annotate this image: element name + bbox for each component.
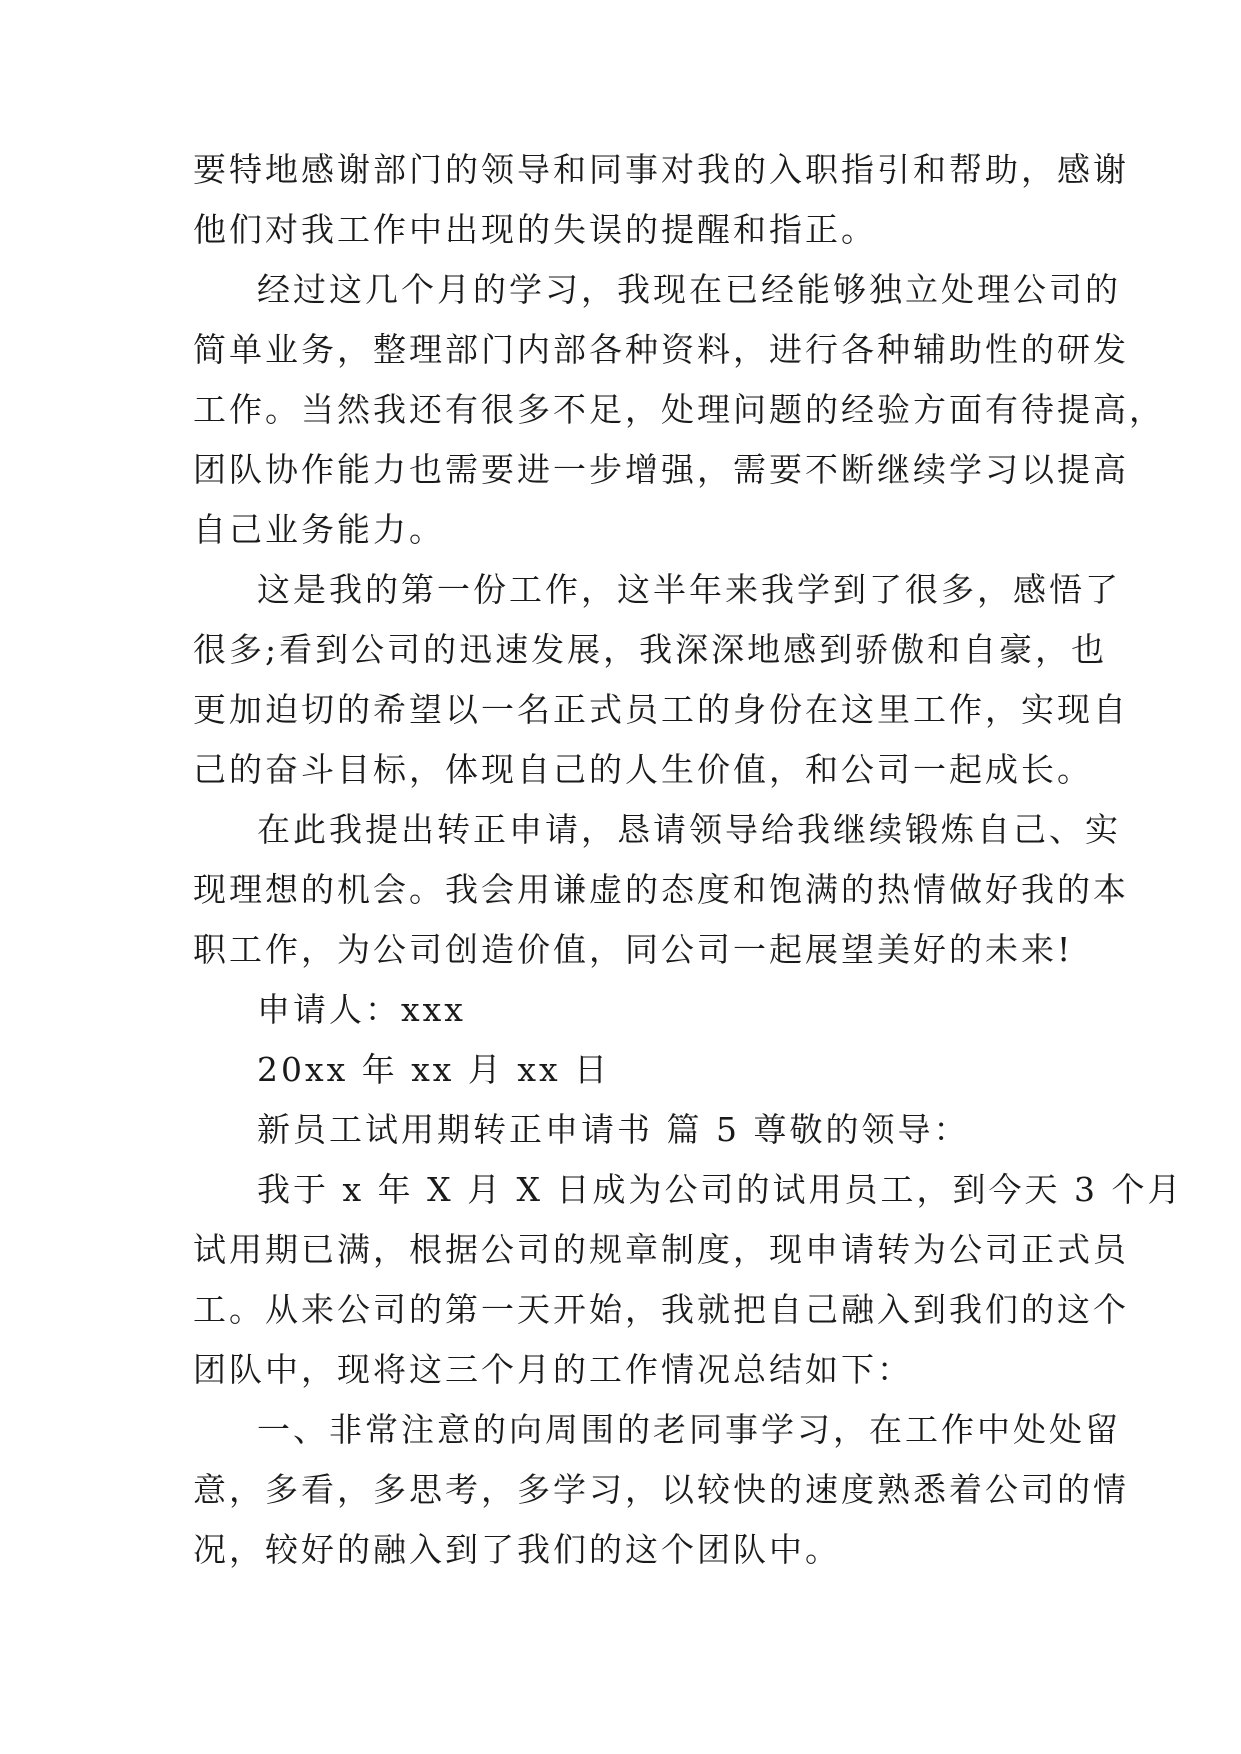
paragraph-line: 职工作，为公司创造价值，同公司一起展望美好的未来! xyxy=(193,930,1074,969)
paragraph-line: 一、非常注意的向周围的老同事学习，在工作中处处留 xyxy=(257,1410,1121,1449)
date-line: 20xx 年 xx 月 xx 日 xyxy=(257,1050,611,1089)
paragraph-line: 更加迫切的希望以一名正式员工的身份在这里工作，实现自 xyxy=(193,690,1129,729)
paragraph-line: 在此我提出转正申请，恳请领导给我继续锻炼自己、实 xyxy=(257,810,1121,849)
paragraph-line: 很多;看到公司的迅速发展，我深深地感到骄傲和自豪，也 xyxy=(193,630,1108,669)
paragraph-line: 工作。当然我还有很多不足，处理问题的经验方面有待提高， xyxy=(193,390,1165,429)
paragraph-line: 况，较好的融入到了我们的这个团队中。 xyxy=(193,1530,841,1569)
paragraph-line: 他们对我工作中出现的失误的提醒和指正。 xyxy=(193,210,877,249)
paragraph-line: 试用期已满，根据公司的规章制度，现申请转为公司正式员 xyxy=(193,1230,1129,1269)
paragraph-line: 要特地感谢部门的领导和同事对我的入职指引和帮助，感谢 xyxy=(193,150,1129,189)
paragraph-line: 经过这几个月的学习，我现在已经能够独立处理公司的 xyxy=(257,270,1121,309)
paragraph-line: 团队中，现将这三个月的工作情况总结如下： xyxy=(193,1350,913,1389)
applicant-line: 申请人：xxx xyxy=(257,990,466,1029)
paragraph-line: 简单业务，整理部门内部各种资料，进行各种辅助性的研发 xyxy=(193,330,1129,369)
paragraph-line: 现理想的机会。我会用谦虚的态度和饱满的热情做好我的本 xyxy=(193,870,1129,909)
paragraph-line: 意，多看，多思考，多学习，以较快的速度熟悉着公司的情 xyxy=(193,1470,1129,1509)
section-heading: 新员工试用期转正申请书 篇 5 尊敬的领导： xyxy=(257,1110,970,1149)
paragraph-line: 团队协作能力也需要进一步增强，需要不断继续学习以提高 xyxy=(193,450,1129,489)
paragraph-line: 我于 x 年 X 月 X 日成为公司的试用员工，到今天 3 个月 xyxy=(257,1170,1184,1209)
paragraph-line: 工。从来公司的第一天开始，我就把自己融入到我们的这个 xyxy=(193,1290,1129,1329)
paragraph-line: 自己业务能力。 xyxy=(193,510,445,549)
paragraph-line: 这是我的第一份工作，这半年来我学到了很多，感悟了 xyxy=(257,570,1121,609)
paragraph-line: 己的奋斗目标，体现自己的人生价值，和公司一起成长。 xyxy=(193,750,1093,789)
